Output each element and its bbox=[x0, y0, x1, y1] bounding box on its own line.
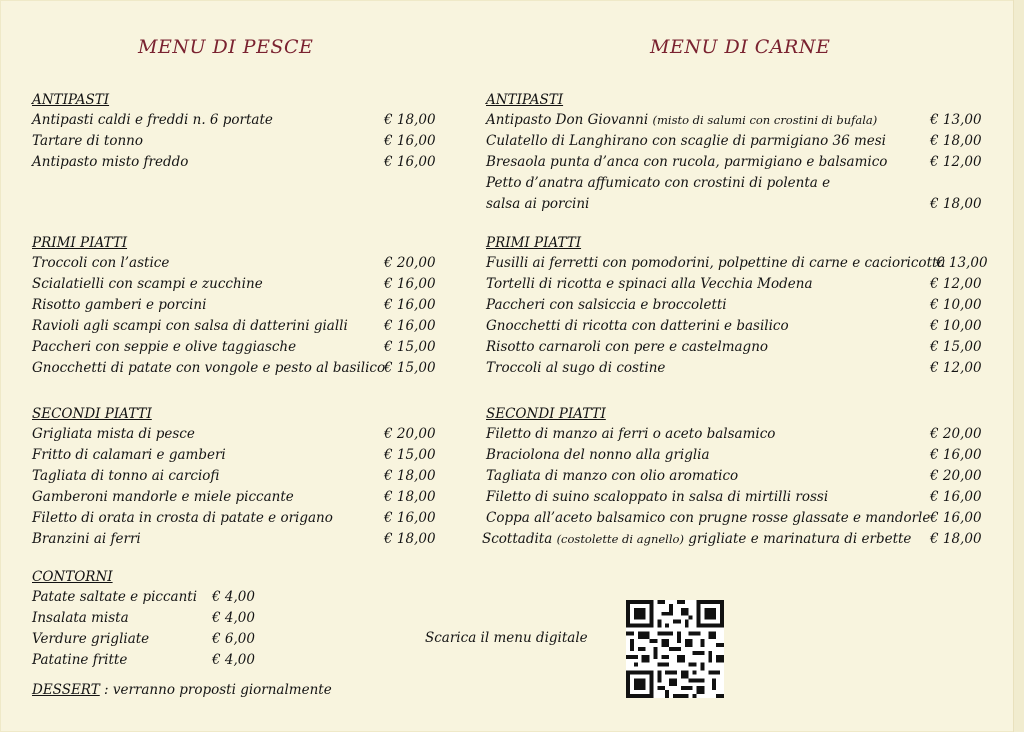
item-name: Risotto carnaroli con pere e castelmagno bbox=[486, 339, 769, 355]
item-name: Gnocchetti di patate con vongole e pesto al basilico bbox=[32, 360, 386, 376]
carne-secondi-section bbox=[482, 404, 982, 550]
item-price: € 15,00 bbox=[384, 339, 436, 355]
item-name: Culatello di Langhirano con scaglie di parmigiano 36 mesi bbox=[486, 133, 886, 149]
menu-pesce-title: MENU DI PESCE bbox=[138, 36, 314, 58]
item-price: € 16,00 bbox=[384, 154, 436, 170]
menu-item bbox=[32, 629, 255, 650]
item-name: Patate saltate e piccanti bbox=[32, 589, 198, 605]
item-name: Bresaola punta d’anca con rucola, parmigiano e balsamico bbox=[486, 154, 888, 170]
item-name: Braciolona del nonno alla griglia bbox=[486, 447, 710, 463]
item-name: Tortelli di ricotta e spinaci alla Vecchia Modena bbox=[486, 276, 813, 292]
item-name: Fritto di calamari e gamberi bbox=[32, 447, 226, 463]
dessert-line bbox=[32, 682, 332, 698]
pesce-primi-section bbox=[32, 233, 436, 379]
menu-item bbox=[32, 650, 255, 671]
menu-item bbox=[32, 424, 436, 445]
item-name: Filetto di orata in crosta di patate e origano bbox=[32, 510, 333, 526]
menu-item bbox=[486, 445, 982, 466]
menu-carne-title: MENU DI CARNE bbox=[650, 36, 831, 58]
item-price: € 18,00 bbox=[930, 196, 982, 212]
item-name: Grigliata mista di pesce bbox=[32, 426, 195, 442]
menu-item bbox=[32, 608, 255, 629]
item-name: Tartare di tonno bbox=[32, 133, 143, 149]
item-price: € 4,00 bbox=[212, 652, 255, 668]
item-note: (misto di salumi con crostini di bufala) bbox=[652, 113, 878, 127]
section-heading: ANTIPASTI bbox=[32, 92, 110, 108]
item-name: Verdure grigliate bbox=[32, 631, 150, 647]
item-price: € 20,00 bbox=[384, 426, 436, 442]
item-name: Filetto di suino scaloppato in salsa di mirtilli rossi bbox=[486, 489, 829, 505]
item-price: € 18,00 bbox=[384, 531, 436, 547]
item-name: Scialatielli con scampi e zucchine bbox=[32, 276, 263, 292]
menu-item bbox=[32, 316, 436, 337]
menu-item bbox=[486, 508, 982, 529]
section-heading: SECONDI PIATTI bbox=[32, 406, 152, 422]
carne-primi-section bbox=[486, 233, 988, 379]
item-name-text: Antipasto Don Giovanni bbox=[486, 112, 653, 128]
item-price: € 16,00 bbox=[930, 447, 982, 463]
section-heading: PRIMI PIATTI bbox=[32, 235, 128, 251]
menu-item bbox=[486, 466, 982, 487]
item-name bbox=[486, 110, 877, 131]
item-name: Filetto di manzo ai ferri o aceto balsamico bbox=[486, 426, 776, 442]
menu-item bbox=[486, 152, 982, 173]
menu-item bbox=[486, 316, 982, 337]
item-name: Paccheri con salsiccia e broccoletti bbox=[486, 297, 727, 313]
item-name: Antipasti caldi e freddi n. 6 portate bbox=[32, 112, 273, 128]
item-name: Troccoli con l’astice bbox=[32, 255, 170, 271]
item-name: salsa ai porcini bbox=[486, 196, 590, 212]
item-name: Tagliata di tonno ai carciofi bbox=[32, 468, 220, 484]
section-heading: SECONDI PIATTI bbox=[486, 406, 606, 422]
menu-item bbox=[486, 194, 982, 215]
item-price: € 16,00 bbox=[384, 297, 436, 313]
item-price: € 18,00 bbox=[384, 112, 436, 128]
item-price: € 20,00 bbox=[930, 468, 982, 484]
qr-code-icon[interactable] bbox=[626, 600, 724, 698]
menu-item bbox=[486, 131, 982, 152]
menu-item bbox=[486, 337, 982, 358]
menu-item bbox=[32, 508, 436, 529]
item-price: € 18,00 bbox=[384, 489, 436, 505]
item-price: € 16,00 bbox=[930, 489, 982, 505]
menu-item bbox=[32, 358, 436, 379]
contorni-section bbox=[32, 567, 255, 671]
item-name: Gnocchetti di ricotta con datterini e basilico bbox=[486, 318, 789, 334]
item-price: € 6,00 bbox=[212, 631, 255, 647]
item-name-end: grigliate e marinatura di erbette bbox=[683, 531, 912, 547]
item-name: Gamberoni mandorle e miele piccante bbox=[32, 489, 294, 505]
menu-item bbox=[32, 337, 436, 358]
qr-caption: Scarica il menu digitale bbox=[425, 630, 588, 646]
menu-item bbox=[486, 274, 982, 295]
item-price: € 13,00 bbox=[936, 255, 988, 271]
item-name: Insalata mista bbox=[32, 610, 129, 626]
menu-item bbox=[482, 529, 982, 550]
menu-item bbox=[32, 152, 436, 173]
item-price: € 16,00 bbox=[384, 318, 436, 334]
item-name: Antipasto misto freddo bbox=[32, 154, 189, 170]
item-name: Ravioli agli scampi con salsa di datterini gialli bbox=[32, 318, 348, 334]
item-price: € 15,00 bbox=[930, 339, 982, 355]
item-price: € 16,00 bbox=[384, 133, 436, 149]
item-price: € 15,00 bbox=[384, 447, 436, 463]
menu-item bbox=[32, 487, 436, 508]
item-price: € 18,00 bbox=[384, 468, 436, 484]
menu-item bbox=[32, 466, 436, 487]
item-name: Troccoli al sugo di costine bbox=[486, 360, 666, 376]
item-name: Patatine fritte bbox=[32, 652, 128, 668]
dessert-text: : verranno proposti giornalmente bbox=[99, 682, 332, 698]
item-price: € 16,00 bbox=[930, 510, 982, 526]
menu-item bbox=[486, 358, 982, 379]
item-price: € 12,00 bbox=[930, 276, 982, 292]
item-name: Paccheri con seppie e olive taggiasche bbox=[32, 339, 297, 355]
item-price: € 12,00 bbox=[930, 154, 982, 170]
item-price: € 10,00 bbox=[930, 297, 982, 313]
menu-item bbox=[32, 295, 436, 316]
pesce-antipasti-section bbox=[32, 90, 436, 173]
menu-item bbox=[32, 253, 436, 274]
menu-item bbox=[32, 587, 255, 608]
pesce-secondi-section bbox=[32, 404, 436, 550]
item-price: € 15,00 bbox=[384, 360, 436, 376]
section-heading: PRIMI PIATTI bbox=[486, 235, 582, 251]
item-name: Petto d’anatra affumicato con crostini di polenta e bbox=[486, 175, 831, 191]
menu-item bbox=[486, 295, 982, 316]
item-price: € 20,00 bbox=[930, 426, 982, 442]
item-price: € 12,00 bbox=[930, 360, 982, 376]
item-price: € 16,00 bbox=[384, 510, 436, 526]
item-price: € 4,00 bbox=[212, 589, 255, 605]
menu-item bbox=[486, 173, 831, 194]
item-price: € 20,00 bbox=[384, 255, 436, 271]
menu-item bbox=[32, 110, 436, 131]
item-name: Coppa all’aceto balsamico con prugne rosse glassate e mandorle bbox=[486, 510, 931, 526]
item-price: € 16,00 bbox=[384, 276, 436, 292]
menu-item bbox=[486, 424, 982, 445]
menu-item bbox=[32, 445, 436, 466]
section-heading: ANTIPASTI bbox=[486, 92, 564, 108]
menu-item bbox=[32, 274, 436, 295]
item-price: € 18,00 bbox=[930, 133, 982, 149]
item-price: € 10,00 bbox=[930, 318, 982, 334]
item-name: Tagliata di manzo con olio aromatico bbox=[486, 468, 739, 484]
menu-item bbox=[486, 110, 982, 131]
item-note: (costolette di agnello) bbox=[556, 532, 684, 546]
item-price: € 4,00 bbox=[212, 610, 255, 626]
item-price: € 13,00 bbox=[930, 112, 982, 128]
section-heading: CONTORNI bbox=[32, 569, 113, 585]
item-name: Fusilli ai ferretti con pomodorini, polpettine di carne e cacioricotta bbox=[486, 255, 946, 271]
item-name-text: Scottadita bbox=[482, 531, 557, 547]
menu-item bbox=[486, 253, 988, 274]
item-name: Branzini ai ferri bbox=[32, 531, 141, 547]
item-name: Risotto gamberi e porcini bbox=[32, 297, 207, 313]
menu-item bbox=[32, 529, 436, 550]
menu-item bbox=[32, 131, 436, 152]
carne-antipasti-section bbox=[486, 90, 982, 215]
item-name bbox=[482, 529, 911, 550]
dessert-label: DESSERT bbox=[32, 682, 100, 698]
menu-item bbox=[486, 487, 982, 508]
item-price: € 18,00 bbox=[930, 531, 982, 547]
